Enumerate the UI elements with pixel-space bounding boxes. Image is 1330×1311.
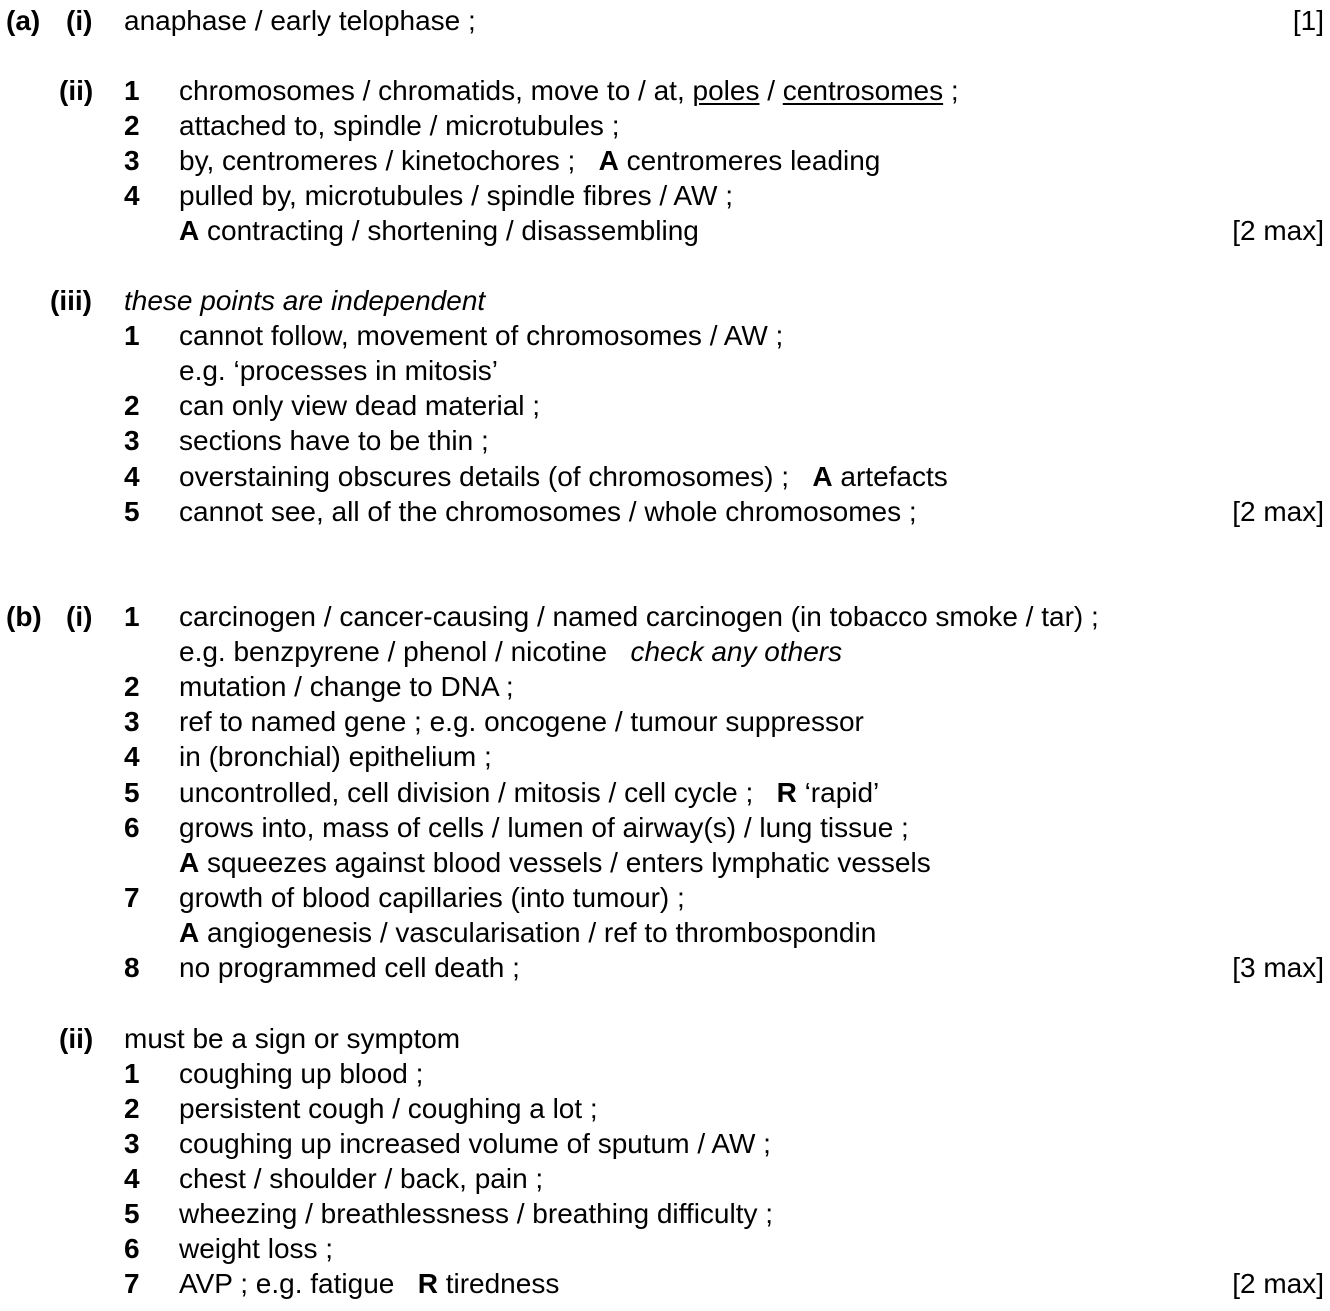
b-ii-2-text: persistent cough / coughing a lot ;: [179, 1093, 598, 1124]
b-ii-4-num: 4: [124, 1163, 140, 1194]
a-ii-4-num: 4: [124, 180, 140, 211]
b-ii-point-2: [0, 1091, 1330, 1126]
part-a-label: (a): [6, 5, 41, 36]
a-ii-1-text: chromosomes / chromatids, move to / at, poles / centrosomes ;: [179, 75, 959, 106]
b-i-6-num: 6: [124, 812, 140, 843]
a-iii-mark: [2 max]: [1232, 496, 1324, 527]
b-i-1-text: carcinogen / cancer-causing / named carcinogen (in tobacco smoke / tar) ;: [179, 601, 1099, 632]
b-ii-6-text: weight loss ;: [179, 1233, 334, 1264]
b-i-1-num: 1: [124, 601, 140, 632]
reject-marker: R: [417, 1268, 438, 1299]
a-iii-label: (iii): [50, 285, 92, 316]
a-iii-2-num: 2: [124, 390, 140, 421]
a-ii-1-num: 1: [124, 75, 140, 106]
b-i-point-7-accept: [0, 915, 1330, 950]
accept-marker: A: [598, 145, 619, 176]
a-ii-2-num: 2: [124, 110, 140, 141]
b-i-7-accept: A angiogenesis / vascularisation / ref to thrombospondin: [179, 917, 877, 948]
a-ii-label: (ii): [59, 75, 94, 106]
b-i-point-5: [0, 775, 1330, 810]
b-i-point-6-accept: [0, 845, 1330, 880]
a-iii-point-2: [0, 388, 1330, 423]
b-i-5-text: uncontrolled, cell division / mitosis / cell cycle ; R ‘rapid’: [179, 777, 880, 808]
b-i-point-3: [0, 704, 1330, 739]
b-ii-point-7: [0, 1266, 1330, 1301]
b-ii-3-num: 3: [124, 1128, 140, 1159]
b-ii-point-3: [0, 1126, 1330, 1161]
b-ii-2-num: 2: [124, 1093, 140, 1124]
b-i-1-note: check any others: [630, 636, 843, 667]
b-i-point-6: [0, 810, 1330, 845]
b-ii-7-num: 7: [124, 1268, 140, 1299]
a-iii-3-text: sections have to be thin ;: [179, 425, 489, 456]
a-ii-point-2: [0, 108, 1330, 143]
b-ii-point-5: [0, 1196, 1330, 1231]
b-i-4-text: in (bronchial) epithelium ;: [179, 741, 492, 772]
b-i-2-num: 2: [124, 671, 140, 702]
b-ii-3-text: coughing up increased volume of sputum / AW ;: [179, 1128, 771, 1159]
a-iii-2-text: can only view dead material ;: [179, 390, 541, 421]
b-i-5-num: 5: [124, 777, 140, 808]
a-ii-4-accept: A contracting / shortening / disassembling: [179, 215, 699, 246]
a-iii-5-num: 5: [124, 496, 140, 527]
a-iii-point-5: [0, 494, 1330, 529]
b-i-8-num: 8: [124, 952, 140, 983]
a-i-label: (i): [66, 5, 93, 36]
b-ii-7-text: AVP ; e.g. fatigue R tiredness: [179, 1268, 560, 1299]
b-ii-6-num: 6: [124, 1233, 140, 1264]
b-ii-point-6: [0, 1231, 1330, 1266]
b-ii-4-text: chest / shoulder / back, pain ;: [179, 1163, 544, 1194]
b-i-3-num: 3: [124, 706, 140, 737]
b-ii-point-1: [0, 1056, 1330, 1091]
b-ii-1-num: 1: [124, 1058, 140, 1089]
accept-marker: A: [812, 461, 833, 492]
a-iii-point-1: [0, 318, 1330, 353]
b-i-3-text: ref to named gene ; e.g. oncogene / tumour suppressor: [179, 706, 864, 737]
a-ii-point-1: [0, 73, 1330, 108]
a-iii-point-3: [0, 423, 1330, 458]
centrosomes-underlined: centrosomes: [782, 75, 944, 106]
a-iii-3-num: 3: [124, 425, 140, 456]
b-i-4-num: 4: [124, 741, 140, 772]
b-ii-1-text: coughing up blood ;: [179, 1058, 424, 1089]
b-i-label: (i): [66, 601, 93, 632]
a-iii-note-row: [0, 283, 1330, 318]
a-i-mark: [1]: [1292, 5, 1324, 36]
a-ii-point-4-accept: [0, 213, 1330, 248]
b-i-7-num: 7: [124, 882, 140, 913]
b-i-8-text: no programmed cell death ;: [179, 952, 520, 983]
b-i-mark: [3 max]: [1232, 952, 1324, 983]
a-iii-note: these points are independent: [124, 285, 486, 316]
a-ii-3-num: 3: [124, 145, 140, 176]
a-ii-point-3: [0, 143, 1330, 178]
b-i-1-eg: e.g. benzpyrene / phenol / nicotine check any others: [179, 636, 843, 667]
a-ii-2-text: attached to, spindle / microtubules ;: [179, 110, 620, 141]
a-iii-4-text: overstaining obscures details (of chromosomes) ; A artefacts: [179, 461, 948, 492]
b-ii-5-num: 5: [124, 1198, 140, 1229]
a-iii-1-eg: e.g. ‘processes in mitosis’: [179, 355, 499, 386]
a-ii-mark: [2 max]: [1232, 215, 1324, 246]
a-iii-1-text: cannot follow, movement of chromosomes / AW ;: [179, 320, 784, 351]
a-i-row: [0, 3, 1330, 38]
b-i-7-text: growth of blood capillaries (into tumour) ;: [179, 882, 685, 913]
a-ii-point-4: [0, 178, 1330, 213]
b-ii-intro: must be a sign or symptom: [124, 1023, 461, 1054]
a-iii-1-num: 1: [124, 320, 140, 351]
accept-marker: A: [179, 847, 200, 878]
poles-underlined: poles: [692, 75, 760, 106]
b-ii-point-4: [0, 1161, 1330, 1196]
b-ii-mark: [2 max]: [1232, 1268, 1324, 1299]
a-iii-4-num: 4: [124, 461, 140, 492]
b-i-point-4: [0, 739, 1330, 774]
a-i-answer: anaphase / early telophase ;: [124, 5, 476, 36]
reject-marker: R: [776, 777, 797, 808]
b-ii-label: (ii): [59, 1023, 94, 1054]
b-ii-intro-row: [0, 1021, 1330, 1056]
b-i-point-1-eg: [0, 634, 1330, 669]
b-i-6-text: grows into, mass of cells / lumen of airway(s) / lung tissue ;: [179, 812, 909, 843]
b-i-2-text: mutation / change to DNA ;: [179, 671, 514, 702]
accept-marker: A: [179, 215, 200, 246]
a-ii-3-text: by, centromeres / kinetochores ; A centromeres leading: [179, 145, 881, 176]
part-b-label: (b): [6, 601, 42, 632]
b-ii-5-text: wheezing / breathlessness / breathing difficulty ;: [179, 1198, 774, 1229]
b-i-point-1: [0, 599, 1330, 634]
b-i-6-accept: A squeezes against blood vessels / enters lymphatic vessels: [179, 847, 931, 878]
accept-marker: A: [179, 917, 200, 948]
a-ii-4-text: pulled by, microtubules / spindle fibres / AW ;: [179, 180, 734, 211]
b-i-point-7: [0, 880, 1330, 915]
a-iii-point-4: [0, 459, 1330, 494]
a-iii-5-text: cannot see, all of the chromosomes / whole chromosomes ;: [179, 496, 917, 527]
b-i-point-8: [0, 950, 1330, 985]
b-i-point-2: [0, 669, 1330, 704]
a-iii-point-1-eg: [0, 353, 1330, 388]
